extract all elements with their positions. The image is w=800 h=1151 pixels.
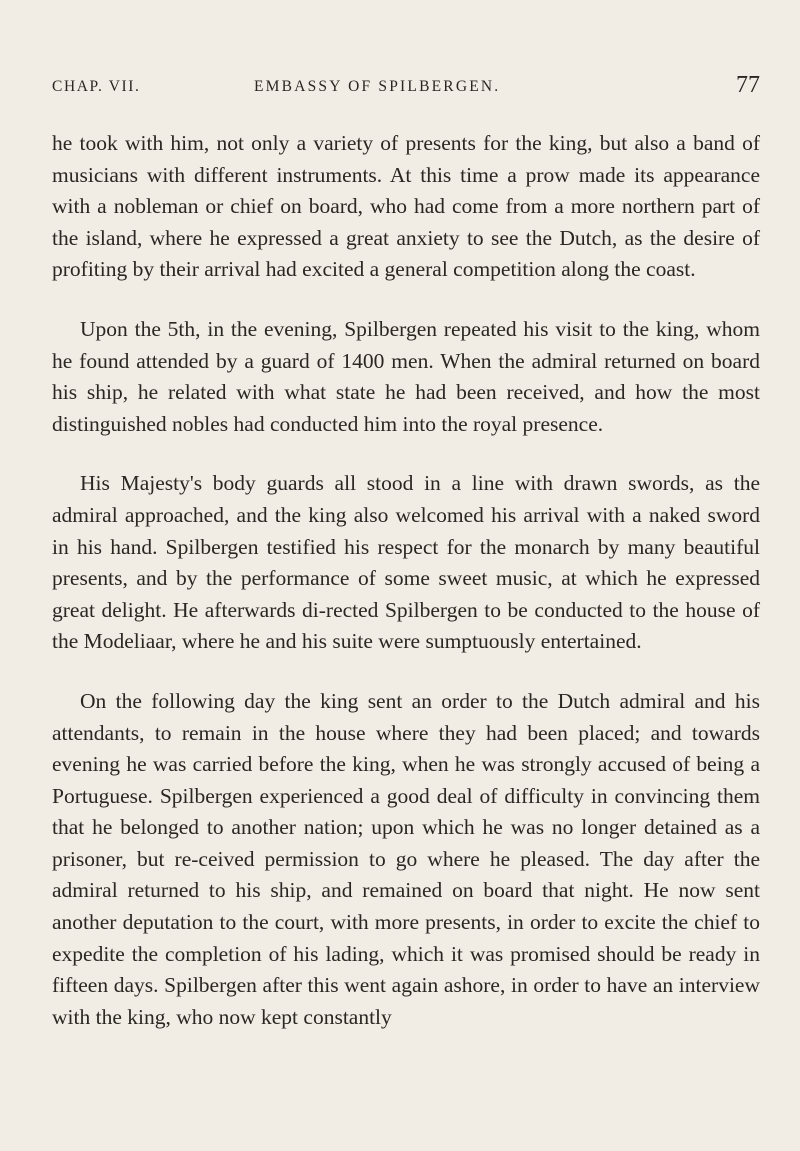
body-text <box>52 128 760 1033</box>
chapter-label: CHAP. VII. <box>52 78 141 95</box>
page-number: 77 <box>736 72 760 98</box>
paragraph: His Majesty's body guards all stood in a line with drawn swords, as the admiral approached, and the king also welcomed his arrival with a naked sword in his hand. Spilbergen testified his respect for the monarch by many beautiful presents, and by the performance of some sweet music, at which he expressed great delight. He afterwards di-rected Spilbergen to be conducted to the house of the Modeliaar, where he and his suite were sumptuously entertained. <box>52 471 760 654</box>
paragraph: On the following day the king sent an order to the Dutch admiral and his attendants, to remain in the house where they had been placed; and towards evening he was carried before the king, when he was strongly accused of being a Portuguese. Spilbergen experienced a good deal of difficulty in convincing them that he belonged to another nation; upon which he was no longer detained as a prisoner, but re-ceived permission to go where he pleased. The day after the admiral returned to his ship, and remained on board that night. He now sent another deputation to the court, with more presents, in order to excite the chief to expedite the completion of his lading, which it was promised should be ready in fifteen days. Spilbergen after this went again ashore, in order to have an interview with the king, who now kept constantly <box>52 688 760 1029</box>
paragraph: Upon the 5th, in the evening, Spilbergen repeated his visit to the king, whom he found attended by a guard of 1400 men. When the admiral returned on board his ship, he related with what state he had been received, and how the most distinguished nobles had conducted him into the royal presence. <box>52 316 760 436</box>
running-head <box>52 72 760 106</box>
running-title: EMBASSY OF SPILBERGEN. <box>254 78 501 95</box>
paragraph-continuation: he took with him, not only a variety of presents for the king, but also a band of musicians with different instruments. At this time a prow made its appearance with a nobleman or chief on board, who had come from a more northern part of the island, where he expressed a great anxiety to see the Dutch, as the desire of profiting by their arrival had excited a general competition along the coast. <box>52 131 760 282</box>
